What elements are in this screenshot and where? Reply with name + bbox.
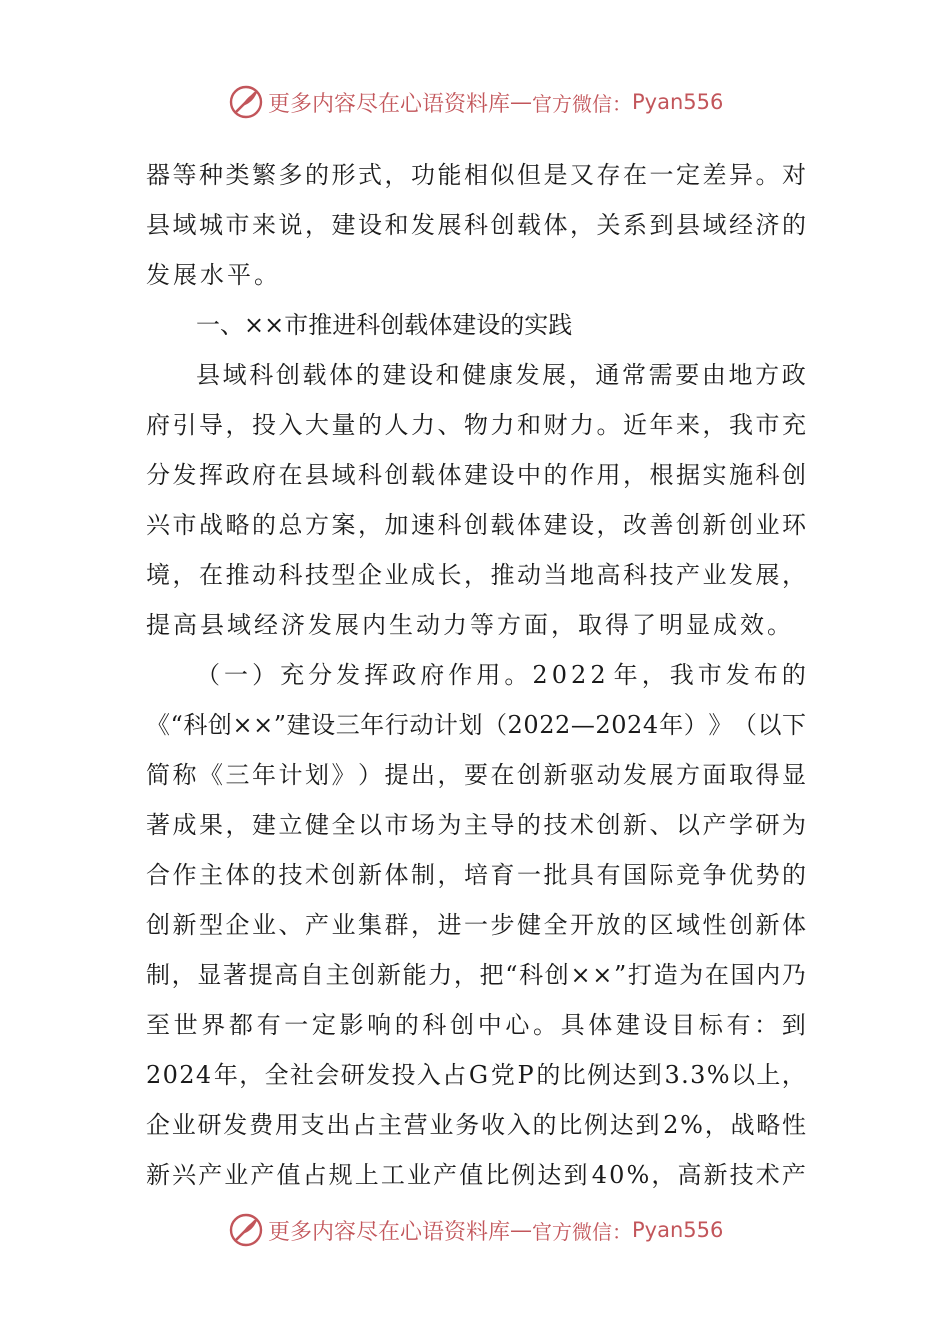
banner-text: 更多内容尽在心语资料库 bbox=[268, 91, 511, 117]
paragraph-line: 新 兴 产 业 产 值 占 规 上 工 业 产 值 比 例 达 到 4 0 % ， 高 新 技 术 产 bbox=[146, 1161, 806, 1189]
paragraph-line: 简 称 《 三 年 计 划 》 ） 提 出 ， 要 在 创 新 驱 动 发 展 方 面 取 得 显 bbox=[146, 761, 806, 789]
watermark-banner-bottom bbox=[228, 1210, 723, 1250]
paragraph-line: 制 ， 显 著 提 高 自 主 创 新 能 力 ， 把 “ 科 创 × × ” 打 造 为 在 国 内 乃 bbox=[146, 961, 806, 989]
wechat-label: 官方微信： bbox=[532, 1219, 633, 1244]
paragraph-line: 器 等 种 类 繁 多 的 形 式 ， 功 能 相 似 但 是 又 存 在 一 定 差 异 。 对 bbox=[146, 161, 806, 189]
paragraph-line: 2 0 2 4 年 ， 全 社 会 研 发 投 入 占 G 党 P 的 比 例 达 到 3 . 3 % 以 上 ， bbox=[146, 1061, 806, 1089]
paragraph-line: 《 “ 科 创 × × ” 建 设 三 年 行 动 计 划 （ 2 0 2 2 — 2 0 2 4 年 ） 》 （ 以 下 bbox=[146, 711, 806, 739]
paragraph-line: 著 成 果 ， 建 立 健 全 以 市 场 为 主 导 的 技 术 创 新 、 以 产 学 研 为 bbox=[146, 811, 806, 839]
paragraph-line: 兴 市 战 略 的 总 方 案 ， 加 速 科 创 载 体 建 设 ， 改 善 创 新 创 业 环 bbox=[146, 511, 806, 539]
paragraph-line: 府 引 导 ， 投 入 大 量 的 人 力 、 物 力 和 财 力 。 近 年 来 ， 我 市 充 bbox=[146, 411, 806, 439]
quill-logo-icon bbox=[228, 1212, 264, 1248]
banner-dash: — bbox=[510, 89, 533, 115]
wechat-id: Pyan556 bbox=[632, 1218, 724, 1242]
wechat-id: Pyan556 bbox=[632, 90, 724, 114]
wechat-label: 官方微信： bbox=[532, 91, 633, 116]
paragraph-line: 创 新 型 企 业 、 产 业 集 群 ， 进 一 步 健 全 开 放 的 区 域 性 创 新 体 bbox=[146, 911, 806, 939]
paragraph-line: 合 作 主 体 的 技 术 创 新 体 制 ， 培 育 一 批 具 有 国 际 竞 争 优 势 的 bbox=[146, 861, 806, 889]
paragraph-line: 县 域 城 市 来 说 ， 建 设 和 发 展 科 创 载 体 ， 关 系 到 县 域 经 济 的 bbox=[146, 211, 806, 239]
watermark-banner-top bbox=[228, 82, 723, 122]
banner-dash: — bbox=[510, 1217, 533, 1243]
subsection-line: （ 一 ） 充 分 发 挥 政 府 作 用 。 2 0 2 2 年 ， 我 市 发 布 的 bbox=[196, 661, 806, 689]
paragraph-line: 分 发 挥 政 府 在 县 域 科 创 载 体 建 设 中 的 作 用 ， 根 据 实 施 科 创 bbox=[146, 461, 806, 489]
quill-logo-icon bbox=[228, 84, 264, 120]
paragraph-line: 县 域 科 创 载 体 的 建 设 和 健 康 发 展 ， 通 常 需 要 由 地 方 政 bbox=[196, 361, 806, 389]
document-body bbox=[146, 150, 806, 1200]
paragraph-line: 发展水平。 bbox=[146, 261, 281, 289]
section-heading: 一、××市推进科创载体建设的实践 bbox=[196, 311, 573, 339]
banner-text: 更多内容尽在心语资料库 bbox=[268, 1219, 511, 1245]
paragraph-line: 至 世 界 都 有 一 定 影 响 的 科 创 中 心 。 具 体 建 设 目 标 有 ： 到 bbox=[146, 1011, 806, 1039]
paragraph-line: 提高县域经济发展内生动力等方面，取得了明显成效。 bbox=[146, 611, 794, 639]
paragraph-line: 企 业 研 发 费 用 支 出 占 主 营 业 务 收 入 的 比 例 达 到 2 % ， 战 略 性 bbox=[146, 1111, 806, 1139]
paragraph-line: 境 ， 在 推 动 科 技 型 企 业 成 长 ， 推 动 当 地 高 科 技 产 业 发 展 ， bbox=[146, 561, 806, 589]
